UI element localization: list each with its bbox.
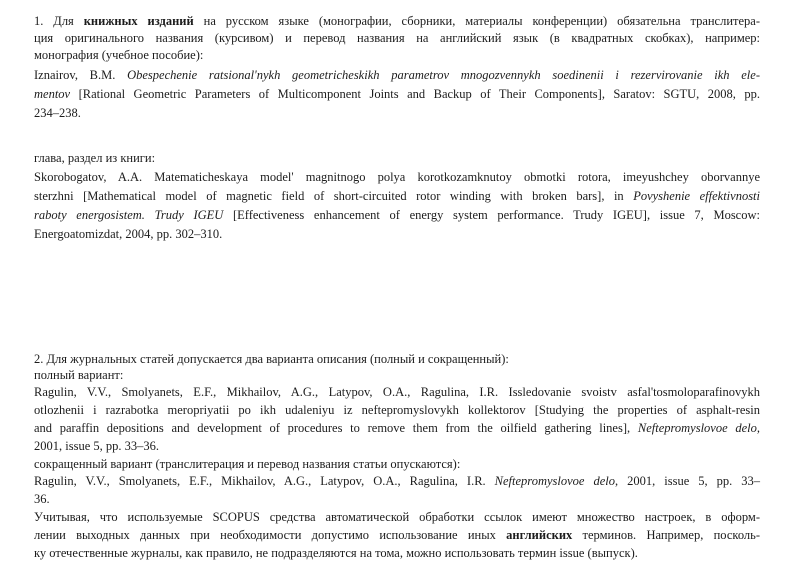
italic-title: Povyshenie effektivnosti [633,189,760,203]
section2-note-line2 [34,528,760,542]
text: 1. Для [34,14,84,28]
section2-short-label: сокращенный вариант (транслитерация и перевод названия статьи опускаются): [34,457,461,471]
text: на русском языке (монографии, сборники, материалы конференции) обязательна транслитера- [193,14,761,28]
text: and paraffin depositions and development of procedures to remove them from the oilfield gathering lines], [34,421,638,435]
section1-reference2-line4: Energoatomizdat, 2004, pp. 302–310. [34,227,223,241]
section2-reference1-line1: Ragulin, V.V., Smolyanets, E.F., Mikhailov, A.G., Latypov, O.A., Ragulina, I.R. Issledovanie svoistv asfal'tosmoloparafinovykh [34,385,760,399]
section2-reference1-line3 [34,421,760,435]
section1-chapter-label: глава, раздел из книги: [34,151,156,165]
section1-reference2-line1: Skorobogatov, A.A. Matematicheskaya model' magnitnogo polya korotkozamknutoy obmotki rotora, imeyushchey oborvannye [34,170,760,184]
section1-reference2-line3 [34,208,760,222]
italic-title: Neftepromyslovoe delo [494,474,615,488]
section2-reference2-line2: 36. [34,492,50,506]
text: [Rational Geometric Parameters of Multicomponent Joints and Backup of Their Components], Saratov: SGTU, 2008, pp. [70,87,760,101]
text: Iznairov, B.M. [34,68,128,82]
bold-term: английских [506,528,573,542]
section2-reference2-line1 [34,474,760,488]
section1-line1 [34,14,760,28]
text: [Effectiveness enhancement of energy system performance. Trudy IGEU], issue 7, Moscow: [223,208,760,222]
text: лении выходных данных при необходимости допустимо использование иных [34,528,507,542]
section1-reference1-line2 [34,87,760,101]
italic-title: mentov [34,87,71,101]
text: Ragulin, V.V., Smolyanets, E.F., Mikhailov, A.G., Latypov, O.A., Ragulina, I.R. [34,474,495,488]
section2-full-label: полный вариант: [34,368,124,382]
italic-title: Neftepromyslovoe delo, [637,421,761,435]
section1-line3: монография (учебное пособие): [34,48,204,62]
section1-line2: ция оригинального названия (курсивом) и перевод названия на английский язык (в квадратных скобках), например: [34,31,760,45]
section1-reference1-line1 [34,68,760,82]
bold-term: книжных изданий [83,14,194,28]
section1-reference2-line2 [34,189,760,203]
section2-note-line1: Учитывая, что используемые SCOPUS средства автоматической обработки ссылок имеют множество настроек, в оформ- [34,510,760,524]
text: sterzhni [Mathematical model of magnetic field of short-circuited rotor winding with broken bars], in [34,189,634,203]
text: терминов. Например, посколь- [572,528,760,542]
italic-title: Obespechenie ratsional'nykh geometricheskikh parametrov mnogozvennykh soedinenii i rezervirovanie ikh ele- [127,68,760,82]
section2-note-line3: ку отечественные журналы, как правило, не подразделяются на тома, можно использовать термин issue (выпуск). [34,546,638,560]
text: , 2001, issue 5, pp. 33– [614,474,760,488]
section2-reference1-line4: 2001, issue 5, pp. 33–36. [34,439,159,453]
section1-reference1-line3: 234–238. [34,106,81,120]
section2-line1: 2. Для журнальных статей допускается два варианта описания (полный и сокращенный): [34,352,509,366]
section2-reference1-line2: otlozhenii i razrabotka meropriyatii po ikh udaleniyu iz neftepromyslovykh kollektorov [Studying the properties of asphalt-resin [34,403,760,417]
italic-title: raboty energosistem. Trudy IGEU [34,208,224,222]
